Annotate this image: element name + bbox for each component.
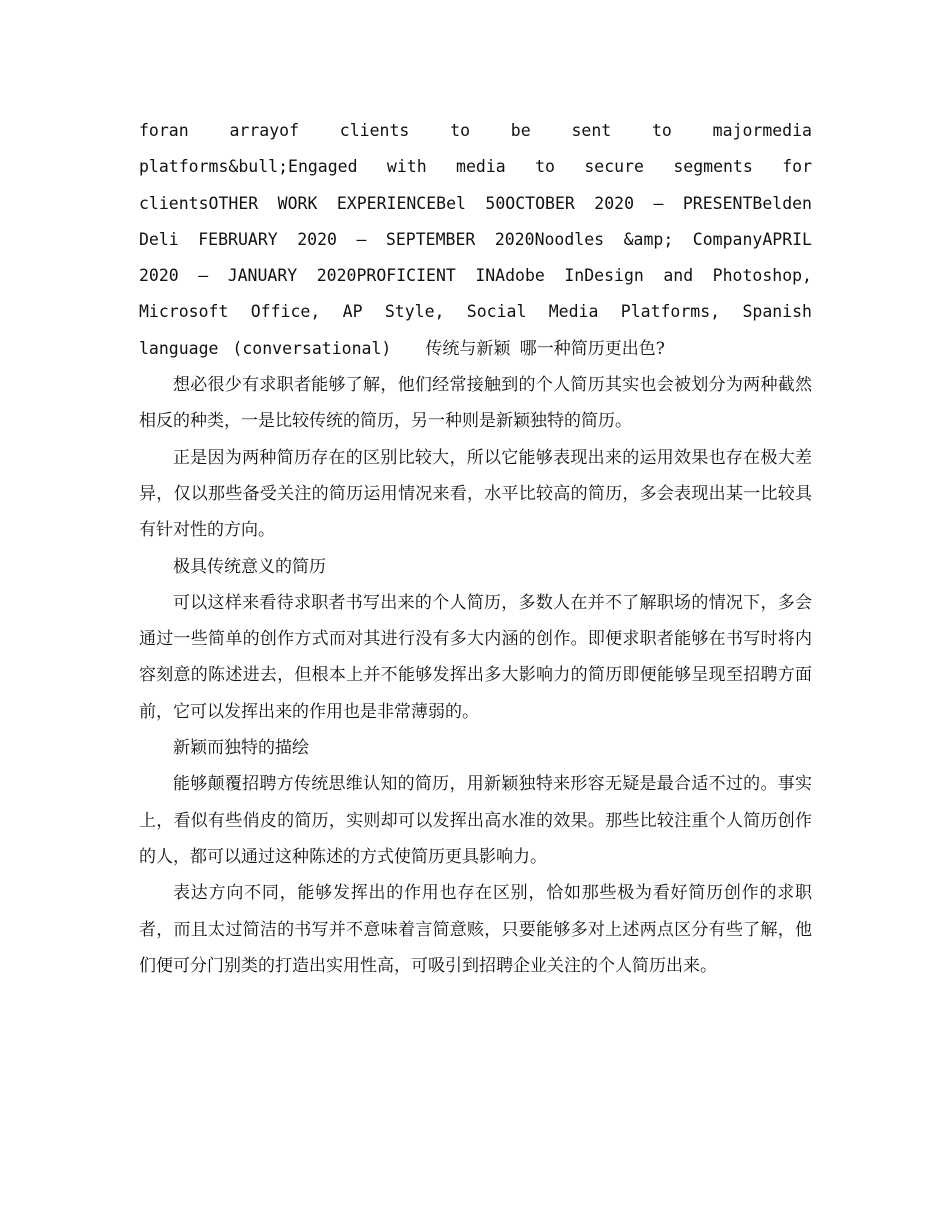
- section-body-traditional: 可以这样来看待求职者书写出来的个人简历，多数人在并不了解职场的情况下，多会通过一些简单的创作方式而对其进行没有多大内涵的创作。即便求职者能够在书写时将内容刻意的陈述进去，但根本上并不能够发挥出多大影响力的简历即便能够呈现至招聘方面前，它可以发挥出来的作用也是非常薄弱的。: [139, 592, 812, 722]
- document-page: [139, 113, 812, 984]
- intro-paragraph-1: 想必很少有求职者能够了解，他们经常接触到的个人简历其实也会被划分为两种截然相反的种类，一是比较传统的简历，另一种则是新颖独特的简历。: [139, 375, 812, 432]
- resume-excerpt: foran arrayof clients to be sent to majormedia platforms&bull;Engaged with media to secure segments for clientsOTHER WORK EXPERIENCEBel 50OCTOBER 2020 – PRESENTBelden Deli FEBRUARY 2020 – SEPTEMBER 2020Noodles &amp; CompanyAPRIL 2020 – JANUARY 2020PROFICIENT INAdobe InDesign and Photoshop, Microsoft Office, AP Style, Social Media Platforms, Spanish language (conversational): [139, 121, 812, 358]
- intro-paragraph-2: 正是因为两种简历存在的区别比较大，所以它能够表现出来的运用效果也存在极大差异，仅以那些备受关注的简历运用情况来看，水平比较高的简历，多会表现出某一比较具有针对性的方向。: [139, 447, 812, 541]
- closing-paragraph: 表达方向不同，能够发挥出的作用也存在区别，恰如那些极为看好简历创作的求职者，而且太过简洁的书写并不意味着言简意赅，只要能够多对上述两点区分有些了解，他们便可分门别类的打造出实用性高，可吸引到招聘企业关注的个人简历出来。: [139, 883, 812, 976]
- article-title: 传统与新颖 哪一种简历更出色?: [425, 338, 665, 359]
- section-body-novel: 能够颠覆招聘方传统思维认知的简历，用新颖独特来形容无疑是最合适不过的。事实上，看似有些俏皮的简历，实则却可以发挥出高水准的效果。那些比较注重个人简历创作的人，都可以通过这种陈述的方式使简历更具影响力。: [139, 774, 812, 867]
- section-heading-traditional: 极具传统意义的简历: [173, 556, 326, 577]
- section-heading-novel: 新颖而独特的描绘: [173, 738, 309, 759]
- resume-text-block: [139, 113, 812, 367]
